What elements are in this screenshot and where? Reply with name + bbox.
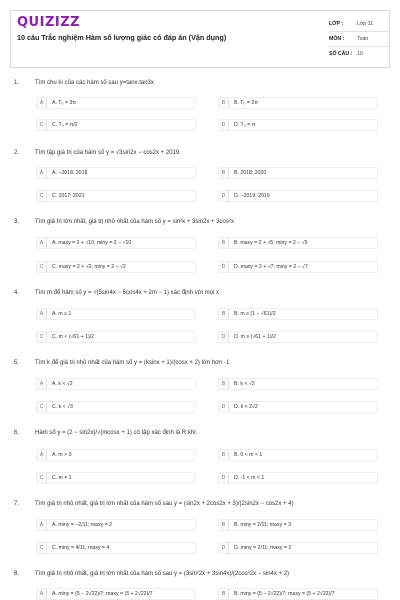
option-letter: A bbox=[37, 168, 47, 178]
option-text: D. T₀ = π bbox=[234, 122, 256, 128]
option-letter: B bbox=[219, 520, 229, 530]
option-letter: C bbox=[37, 191, 47, 201]
option-letter: C bbox=[37, 262, 47, 272]
option-text: D. miny = 2/11; maxy = 2 bbox=[234, 545, 292, 551]
option-a[interactable] bbox=[36, 378, 196, 390]
option-c[interactable] bbox=[36, 542, 196, 554]
option-c[interactable] bbox=[36, 261, 196, 273]
option-text: D. k < 2√2 bbox=[234, 404, 258, 410]
option-b[interactable] bbox=[218, 308, 378, 320]
question-text: Tìm giá trị lớn nhất, giá trị nhỏ nhất của hàm số y = sin²x + 3sin2x + 3cos²x bbox=[35, 219, 234, 225]
option-text: C. T₀ = π/2 bbox=[52, 122, 78, 128]
option-text: A. maxy = 2 + √10; miny = 2 − √10 bbox=[52, 240, 132, 246]
option-letter: A bbox=[37, 589, 47, 599]
option-text: B. m ≥ (1 − √61)/2 bbox=[234, 311, 276, 317]
option-c[interactable] bbox=[36, 401, 196, 413]
option-letter: D bbox=[219, 402, 229, 412]
option-letter: B bbox=[219, 98, 229, 108]
option-letter: C bbox=[37, 120, 47, 130]
question-text: Tìm k để giá trị nhỏ nhất của hàm số y = (ksinx + 1)/(cosx + 2) lớn hơn -1 bbox=[35, 360, 230, 366]
question-number: 5. bbox=[14, 360, 20, 366]
question-text: Tìm giá trị nhỏ nhất, giá trị lớn nhất của hàm số sau y = (sin2x + 2cos2x + 3)/(2sin2x − cos2x + 4) bbox=[35, 501, 294, 507]
option-text: C. miny = 4/11; maxy = 4 bbox=[52, 545, 110, 551]
document-header bbox=[10, 10, 390, 68]
option-b[interactable] bbox=[218, 167, 378, 179]
option-a[interactable] bbox=[36, 308, 196, 320]
meta-label: LỚP : bbox=[329, 21, 344, 27]
option-d[interactable] bbox=[218, 472, 378, 484]
question-number: 1. bbox=[14, 80, 20, 86]
option-letter: B bbox=[219, 450, 229, 460]
option-text: A. k < √2 bbox=[52, 381, 73, 387]
option-d[interactable] bbox=[218, 261, 378, 273]
option-text: C. k < √3 bbox=[52, 404, 73, 410]
option-letter: A bbox=[37, 309, 47, 319]
question-number: 2. bbox=[14, 150, 20, 156]
option-text: B. 0 < m < 1 bbox=[234, 452, 263, 458]
question-number: 4. bbox=[14, 290, 20, 296]
option-a[interactable] bbox=[36, 449, 196, 461]
option-a[interactable] bbox=[36, 519, 196, 531]
option-text: D. -1 < m < 1 bbox=[234, 475, 265, 481]
option-letter: D bbox=[219, 191, 229, 201]
option-c[interactable] bbox=[36, 472, 196, 484]
option-c[interactable] bbox=[36, 190, 196, 202]
option-text: C. m < (√61 + 1)/2 bbox=[52, 334, 95, 340]
option-letter: C bbox=[37, 332, 47, 342]
question-text: Hàm số y = (2 − sin2x)/√(mcosx + 1) có tập xác định là R khi: bbox=[35, 430, 198, 436]
option-a[interactable] bbox=[36, 237, 196, 249]
option-d[interactable] bbox=[218, 542, 378, 554]
option-letter: D bbox=[219, 473, 229, 483]
option-text: B. T₀ = 2π bbox=[234, 100, 258, 106]
option-text: D. m ≥ (√61 + 1)/2 bbox=[234, 334, 276, 340]
option-letter: B bbox=[219, 379, 229, 389]
option-b[interactable] bbox=[218, 588, 378, 600]
option-text: A. T₀ = 3π bbox=[52, 100, 76, 106]
option-text: C. 2017; 2021 bbox=[52, 193, 85, 199]
option-text: C. maxy = 2 + √2; miny = 2 − √2 bbox=[52, 264, 126, 270]
option-a[interactable] bbox=[36, 167, 196, 179]
option-letter: D bbox=[219, 543, 229, 553]
option-d[interactable] bbox=[218, 119, 378, 131]
question-number: 6. bbox=[14, 430, 20, 436]
option-text: B. miny = 2/11; maxy = 3 bbox=[234, 522, 291, 528]
option-c[interactable] bbox=[36, 119, 196, 131]
option-d[interactable] bbox=[218, 190, 378, 202]
option-b[interactable] bbox=[218, 449, 378, 461]
option-d[interactable] bbox=[218, 331, 378, 343]
meta-label: SỐ CÂU : bbox=[329, 51, 353, 57]
question-text: Tìm giá trị nhỏ nhất, giá trị lớn nhất của hàm số sau y = (3sin²2x + 3sin4x)/(2cos²2x − sin4x + 2) bbox=[35, 571, 290, 577]
meta-table bbox=[329, 17, 389, 62]
quizizz-logo: QUIZIZZ bbox=[17, 15, 81, 30]
option-text: B. maxy = 2 + √5; miny = 2 − √5 bbox=[234, 240, 308, 246]
option-letter: B bbox=[219, 589, 229, 599]
option-letter: A bbox=[37, 450, 47, 460]
meta-row-subject bbox=[329, 32, 389, 47]
option-text: A. m ≥ 1 bbox=[52, 311, 72, 317]
option-letter: B bbox=[219, 238, 229, 248]
option-text: B. miny = (5 − 2√22)/7; maxy = (5 + 2√22)/7 bbox=[234, 591, 335, 597]
option-letter: B bbox=[219, 309, 229, 319]
question-number: 3. bbox=[14, 219, 20, 225]
option-b[interactable] bbox=[218, 519, 378, 531]
option-text: B. k < √2 bbox=[234, 381, 255, 387]
option-b[interactable] bbox=[218, 97, 378, 109]
option-b[interactable] bbox=[218, 237, 378, 249]
meta-value: 10 bbox=[357, 51, 363, 57]
option-letter: C bbox=[37, 473, 47, 483]
meta-label: MÔN : bbox=[329, 36, 345, 42]
option-text: B. 2018; 2020 bbox=[234, 170, 267, 176]
option-letter: A bbox=[37, 98, 47, 108]
option-text: A. −2018; 2018 bbox=[52, 170, 88, 176]
option-letter: C bbox=[37, 402, 47, 412]
meta-value: Lớp 11 bbox=[357, 21, 373, 27]
meta-row-class bbox=[329, 17, 389, 32]
option-letter: B bbox=[219, 168, 229, 178]
meta-value: Toán bbox=[357, 36, 369, 42]
question-text: Tìm m để hàm số y = √(5sin4x − 6cos4x + 2m − 1) xác định với mọi x bbox=[35, 290, 219, 296]
option-letter: D bbox=[219, 120, 229, 130]
question-text: Tìm chu kì của các hàm số sau y=tanx.tan3x bbox=[35, 80, 154, 86]
option-text: A. miny = (5 − 2√22)/7; maxy = (5 + 2√22)/7 bbox=[52, 591, 153, 597]
meta-row-count bbox=[329, 47, 389, 62]
option-letter: A bbox=[37, 238, 47, 248]
option-letter: A bbox=[37, 379, 47, 389]
question-number: 7. bbox=[14, 501, 20, 507]
option-a[interactable] bbox=[36, 97, 196, 109]
option-letter: C bbox=[37, 543, 47, 553]
option-text: A. m > 0 bbox=[52, 452, 72, 458]
option-text: D. maxy = 2 + √7; miny = 2 − √7 bbox=[234, 264, 308, 270]
question-number: 8. bbox=[14, 571, 20, 577]
question-text: Tìm tập giá trị của hàm số y = √3sin2x − cos2x + 2019. bbox=[35, 150, 181, 156]
option-c[interactable] bbox=[36, 331, 196, 343]
option-d[interactable] bbox=[218, 401, 378, 413]
option-letter: D bbox=[219, 332, 229, 342]
option-letter: A bbox=[37, 520, 47, 530]
option-text: D. −2019; 2019 bbox=[234, 193, 270, 199]
option-a[interactable] bbox=[36, 588, 196, 600]
document-title: 10 câu Trắc nghiệm Hàm số lượng giác có đáp án (Vận dụng) bbox=[17, 33, 227, 42]
option-b[interactable] bbox=[218, 378, 378, 390]
option-letter: D bbox=[219, 262, 229, 272]
option-text: A. miny = −2/11; maxy = 2 bbox=[52, 522, 113, 528]
option-text: C. m ≠ 1 bbox=[52, 475, 72, 481]
